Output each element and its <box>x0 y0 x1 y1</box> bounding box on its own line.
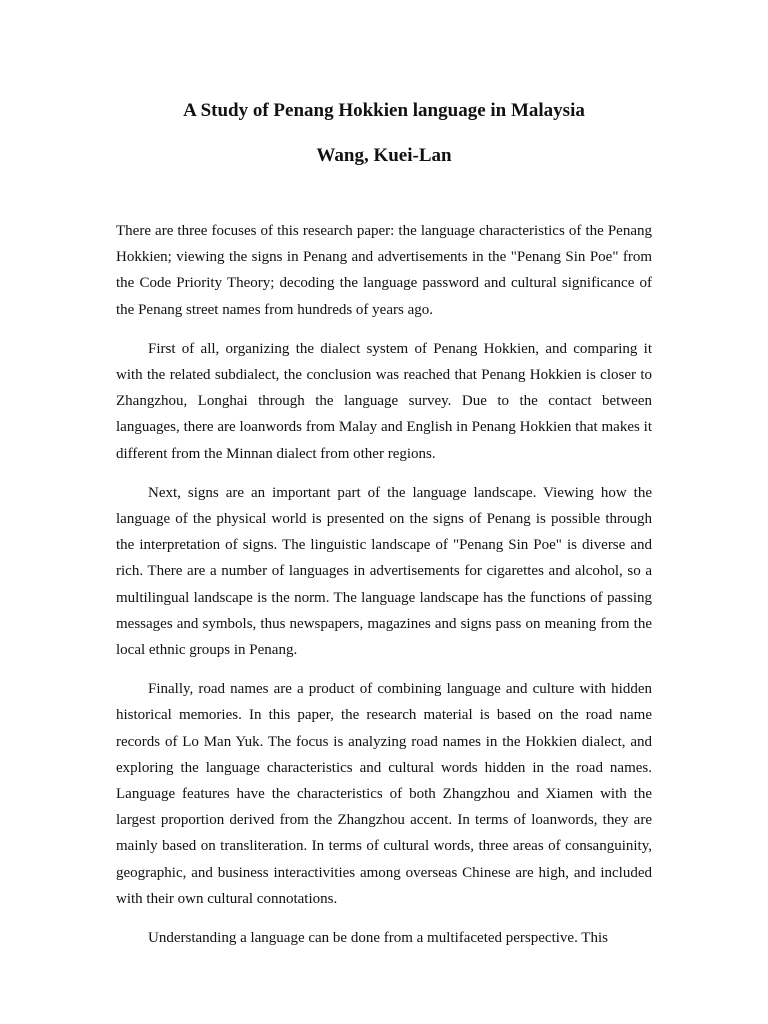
paragraph-dialect-system: First of all, organizing the dialect system of Penang Hokkien, and comparing it with the related subdialect, the conclusion was reached that Penang Hokkien is closer to Zhangzhou, Longhai through the language survey. Due to the contact between languages, there are loanwords from Malay and English in Penang Hokkien that makes it different from the Minnan dialect from other regions. <box>116 340 652 462</box>
paragraph-abstract-intro: There are three focuses of this research paper: the language characteristics of the Penang Hokkien; viewing the signs in Penang and advertisements in the "Penang Sin Poe" from the Code Priority Theory; decoding the language password and cultural significance of the Penang street names from hundreds of years ago. <box>116 223 652 318</box>
paragraph-signs-landscape: Next, signs are an important part of the language landscape. Viewing how the language of the physical world is presented on the signs of Penang is possible through the interpretation of signs. The linguistic landscape of "Penang Sin Poe" is diverse and rich. There are a number of languages in advertisements for cigarettes and alcohol, so a multilingual landscape is the norm. The language landscape has the functions of passing messages and symbols, thus newspapers, magazines and signs pass on meaning from the local ethnic groups in Penang. <box>116 484 652 659</box>
paragraph-understanding-language: Understanding a language can be done from a multifaceted perspective. This <box>148 930 608 947</box>
document-body <box>116 218 652 964</box>
document-title: A Study of Penang Hokkien language in Malaysia <box>183 100 585 121</box>
paragraph-road-names: Finally, road names are a product of combining language and culture with hidden historical memories. In this paper, the research material is based on the road name records of Lo Man Yuk. The focus is analyzing road names in the Hokkien dialect, and exploring the language characteristics and cultural words hidden in the road names. Language features have the characteristics of both Zhangzhou and Xiamen with the largest proportion derived from the Zhangzhou accent. In terms of loanwords, they are mainly based on transliteration. In terms of cultural words, three areas of consanguinity, geographic, and business interactivities among overseas Chinese are high, and included with their own cultural connotations. <box>116 681 652 907</box>
document-author: Wang, Kuei-Lan <box>316 145 452 166</box>
